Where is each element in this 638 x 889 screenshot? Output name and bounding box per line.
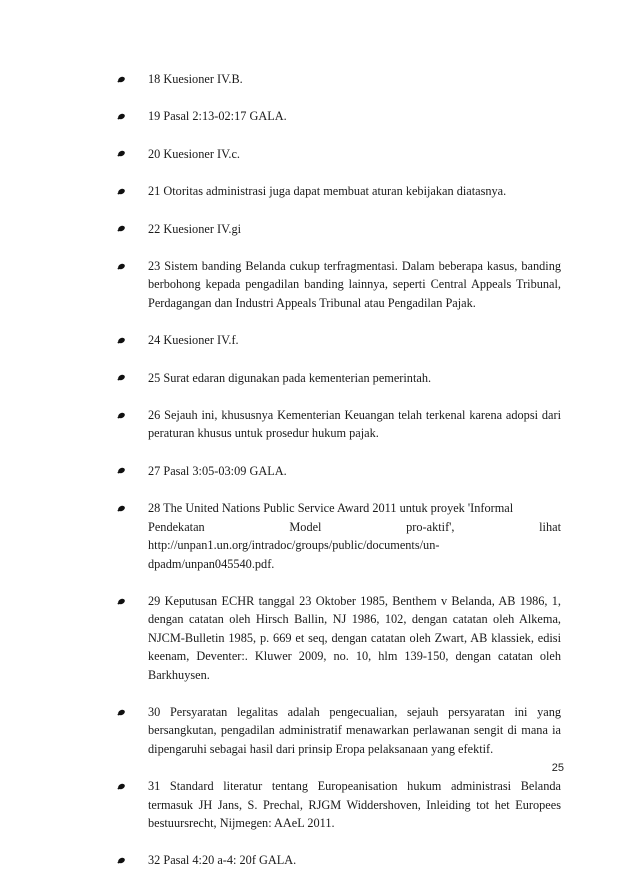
bullet-icon [117, 597, 125, 604]
footnote-29 [0, 592, 561, 684]
footnote-19 [0, 107, 561, 125]
bullet-icon [117, 708, 125, 715]
bullet-icon [117, 262, 125, 269]
footnote-23 [0, 257, 561, 312]
footnote-26 [0, 406, 561, 443]
footnote-url: http://unpan1.un.org/intradoc/groups/public/documents/un- [148, 538, 440, 553]
footnote-text: 24 Kuesioner IV.f. [148, 333, 239, 348]
footnote-20 [0, 145, 561, 163]
footnote-18 [0, 70, 561, 88]
footnote-32 [0, 851, 561, 869]
footnote-text: 21 Otoritas administrasi juga dapat membuat aturan kebijakan diatasnya. [148, 184, 507, 199]
footnote-word: pro-aktif', [406, 519, 455, 534]
bullet-icon [117, 337, 125, 344]
footnote-31 [0, 777, 561, 832]
page-number: 25 [551, 762, 564, 774]
footnote-text: 23 Sistem banding Belanda cukup terfragmentasi. Dalam beberapa kasus, banding berbohong kepada pengadilan banding lainnya, seperti Central Appeals Tribunal, Perdagangan dan Industri Appeals Tribunal atau Pengadilan Pajak. [148, 259, 561, 310]
footnote-url: dpadm/unpan045540.pdf. [148, 556, 275, 571]
footnote-28 [0, 499, 561, 573]
footnote-text: 20 Kuesioner IV.c. [148, 146, 240, 161]
footnote-30 [0, 703, 561, 758]
bullet-icon [117, 75, 125, 82]
bullet-icon [117, 374, 125, 381]
bullet-icon [117, 783, 125, 790]
footnote-27 [0, 462, 561, 480]
footnote-word: Model [289, 519, 322, 534]
footnote-text: 22 Kuesioner IV.gi [148, 221, 242, 236]
bullet-icon [117, 150, 125, 157]
bullet-icon [117, 225, 125, 232]
bullet-icon [117, 467, 125, 474]
bullet-icon [117, 188, 125, 195]
footnote-22 [0, 220, 561, 238]
footnote-text: 28 The United Nations Public Service Award 2011 untuk proyek 'Informal [148, 501, 514, 516]
footnote-text: 32 Pasal 4:20 a-4: 20f GALA. [148, 853, 297, 868]
footnote-text: 19 Pasal 2:13-02:17 GALA. [148, 109, 287, 124]
bullet-icon [117, 113, 125, 120]
footnote-21 [0, 182, 561, 200]
footnote-text: 27 Pasal 3:05-03:09 GALA. [148, 463, 287, 478]
footnote-text-line [148, 499, 561, 517]
footnote-25 [0, 369, 561, 387]
footnote-text: 25 Surat edaran digunakan pada kementerian pemerintah. [148, 370, 432, 385]
footnote-24 [0, 331, 561, 349]
footnote-text: 29 Keputusan ECHR tanggal 23 Oktober 1985, Benthem v Belanda, AB 1986, 1, dengan catatan oleh Hirsch Ballin, NJ 1986, 102, dengan catatan oleh Alkema, NJCM-Bulletin 1985, p. 669 et seq, dengan catatan oleh Zwart, AB klassiek, edisi keenam, Deventer:. Kluwer 2009, no. 10, hlm 139-150, dengan catatan oleh Barkhuysen. [148, 593, 561, 682]
footnote-word: lihat [539, 519, 561, 534]
footnote-text: 31 Standard literatur tentang Europeanisation hukum administrasi Belanda termasuk JH Jans, S. Prechal, RJGM Widdershoven, Inleiding tot het Europees bestuursrecht, Nijmegen: AAeL 2011. [148, 779, 561, 830]
bullet-icon [117, 505, 125, 512]
bullet-icon [117, 857, 125, 864]
footnote-text: 18 Kuesioner IV.B. [148, 72, 243, 86]
footnote-text: 30 Persyaratan legalitas adalah pengecualian, sejauh persyaratan ini yang bersangkutan, pengadilan administratif menawarkan perlawanan sengit di mana ia dipengaruhi sebagai hasil dari prinsip Eropa pelaksanaan yang efektif. [148, 704, 561, 756]
footnote-text: 26 Sejauh ini, khususnya Kementerian Keuangan telah terkenal karena adopsi dari peraturan khusus untuk prosedur hukum pajak. [148, 408, 561, 441]
bullet-icon [117, 411, 125, 418]
footnote-text-line [148, 518, 561, 536]
footnote-word: Pendekatan [148, 519, 205, 534]
